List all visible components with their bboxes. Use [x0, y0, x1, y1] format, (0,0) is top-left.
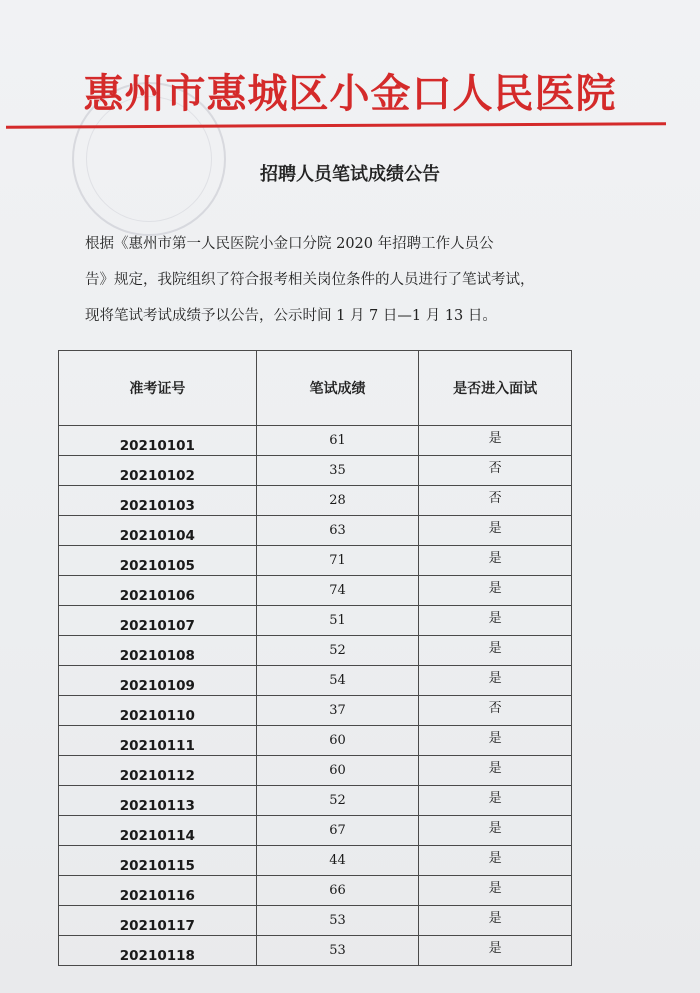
table-row [59, 846, 572, 876]
score-cell: 52 [256, 786, 419, 816]
table-row [59, 426, 572, 456]
score-cell: 60 [256, 726, 419, 756]
interview-cell: 是 [419, 786, 572, 816]
score-cell: 51 [256, 606, 419, 636]
score-cell: 67 [256, 816, 419, 846]
exam-score-table [58, 350, 572, 966]
table-row [59, 666, 572, 696]
exam-id-cell: 20210113 [59, 786, 257, 816]
exam-id-cell: 20210118 [59, 936, 257, 966]
table-row [59, 486, 572, 516]
table-row [59, 516, 572, 546]
table-row [59, 696, 572, 726]
interview-cell: 是 [419, 666, 572, 696]
exam-id-cell: 20210106 [59, 576, 257, 606]
exam-id-cell: 20210117 [59, 906, 257, 936]
table-row [59, 636, 572, 666]
interview-cell: 否 [419, 456, 572, 486]
exam-id-cell: 20210112 [59, 756, 257, 786]
table-row [59, 726, 572, 756]
table-row [59, 786, 572, 816]
header-interview-status: 是否进入面试 [419, 351, 572, 426]
score-cell: 66 [256, 876, 419, 906]
exam-id-cell: 20210114 [59, 816, 257, 846]
notice-title: 招聘人员笔试成绩公告 [260, 164, 440, 185]
score-cell: 53 [256, 936, 419, 966]
table-row [59, 606, 572, 636]
interview-cell: 是 [419, 756, 572, 786]
exam-id-cell: 20210108 [59, 636, 257, 666]
header-exam-id: 准考证号 [59, 351, 257, 426]
table-header-row [59, 351, 572, 426]
notice-body [85, 226, 625, 334]
exam-id-cell: 20210116 [59, 876, 257, 906]
exam-id-cell: 20210111 [59, 726, 257, 756]
interview-cell: 否 [419, 696, 572, 726]
exam-id-cell: 20210107 [59, 606, 257, 636]
interview-cell: 是 [419, 726, 572, 756]
notice-body-line-2: 告》规定，我院组织了符合报考相关岗位条件的人员进行了笔试考试， [85, 272, 535, 288]
table-row [59, 756, 572, 786]
exam-id-cell: 20210115 [59, 846, 257, 876]
table-row [59, 576, 572, 606]
score-cell: 63 [256, 516, 419, 546]
score-cell: 53 [256, 906, 419, 936]
exam-id-cell: 20210109 [59, 666, 257, 696]
table-row [59, 546, 572, 576]
notice-body-line-3: 现将笔试考试成绩予以公告，公示时间 1 月 7 日—1 月 13 日。 [85, 308, 497, 324]
interview-cell: 是 [419, 606, 572, 636]
exam-id-cell: 20210104 [59, 516, 257, 546]
exam-id-cell: 20210103 [59, 486, 257, 516]
score-cell: 71 [256, 546, 419, 576]
header-written-score: 笔试成绩 [256, 351, 419, 426]
table-row [59, 816, 572, 846]
hospital-name-header: 惠州市惠城区小金口人民医院 [83, 70, 617, 117]
score-cell: 37 [256, 696, 419, 726]
interview-cell: 是 [419, 576, 572, 606]
interview-cell: 否 [419, 486, 572, 516]
score-cell: 28 [256, 486, 419, 516]
exam-id-cell: 20210101 [59, 426, 257, 456]
exam-id-cell: 20210105 [59, 546, 257, 576]
interview-cell: 是 [419, 516, 572, 546]
score-cell: 35 [256, 456, 419, 486]
interview-cell: 是 [419, 936, 572, 966]
score-cell: 74 [256, 576, 419, 606]
interview-cell: 是 [419, 816, 572, 846]
score-cell: 44 [256, 846, 419, 876]
score-cell: 61 [256, 426, 419, 456]
notice-body-line-1: 根据《惠州市第一人民医院小金口分院 2020 年招聘工作人员公 [85, 236, 494, 252]
table-row [59, 936, 572, 966]
interview-cell: 是 [419, 876, 572, 906]
interview-cell: 是 [419, 426, 572, 456]
exam-id-cell: 20210110 [59, 696, 257, 726]
table-row [59, 906, 572, 936]
interview-cell: 是 [419, 546, 572, 576]
score-cell: 52 [256, 636, 419, 666]
score-cell: 60 [256, 756, 419, 786]
interview-cell: 是 [419, 846, 572, 876]
exam-id-cell: 20210102 [59, 456, 257, 486]
interview-cell: 是 [419, 906, 572, 936]
table-row [59, 876, 572, 906]
interview-cell: 是 [419, 636, 572, 666]
table-row [59, 456, 572, 486]
score-cell: 54 [256, 666, 419, 696]
